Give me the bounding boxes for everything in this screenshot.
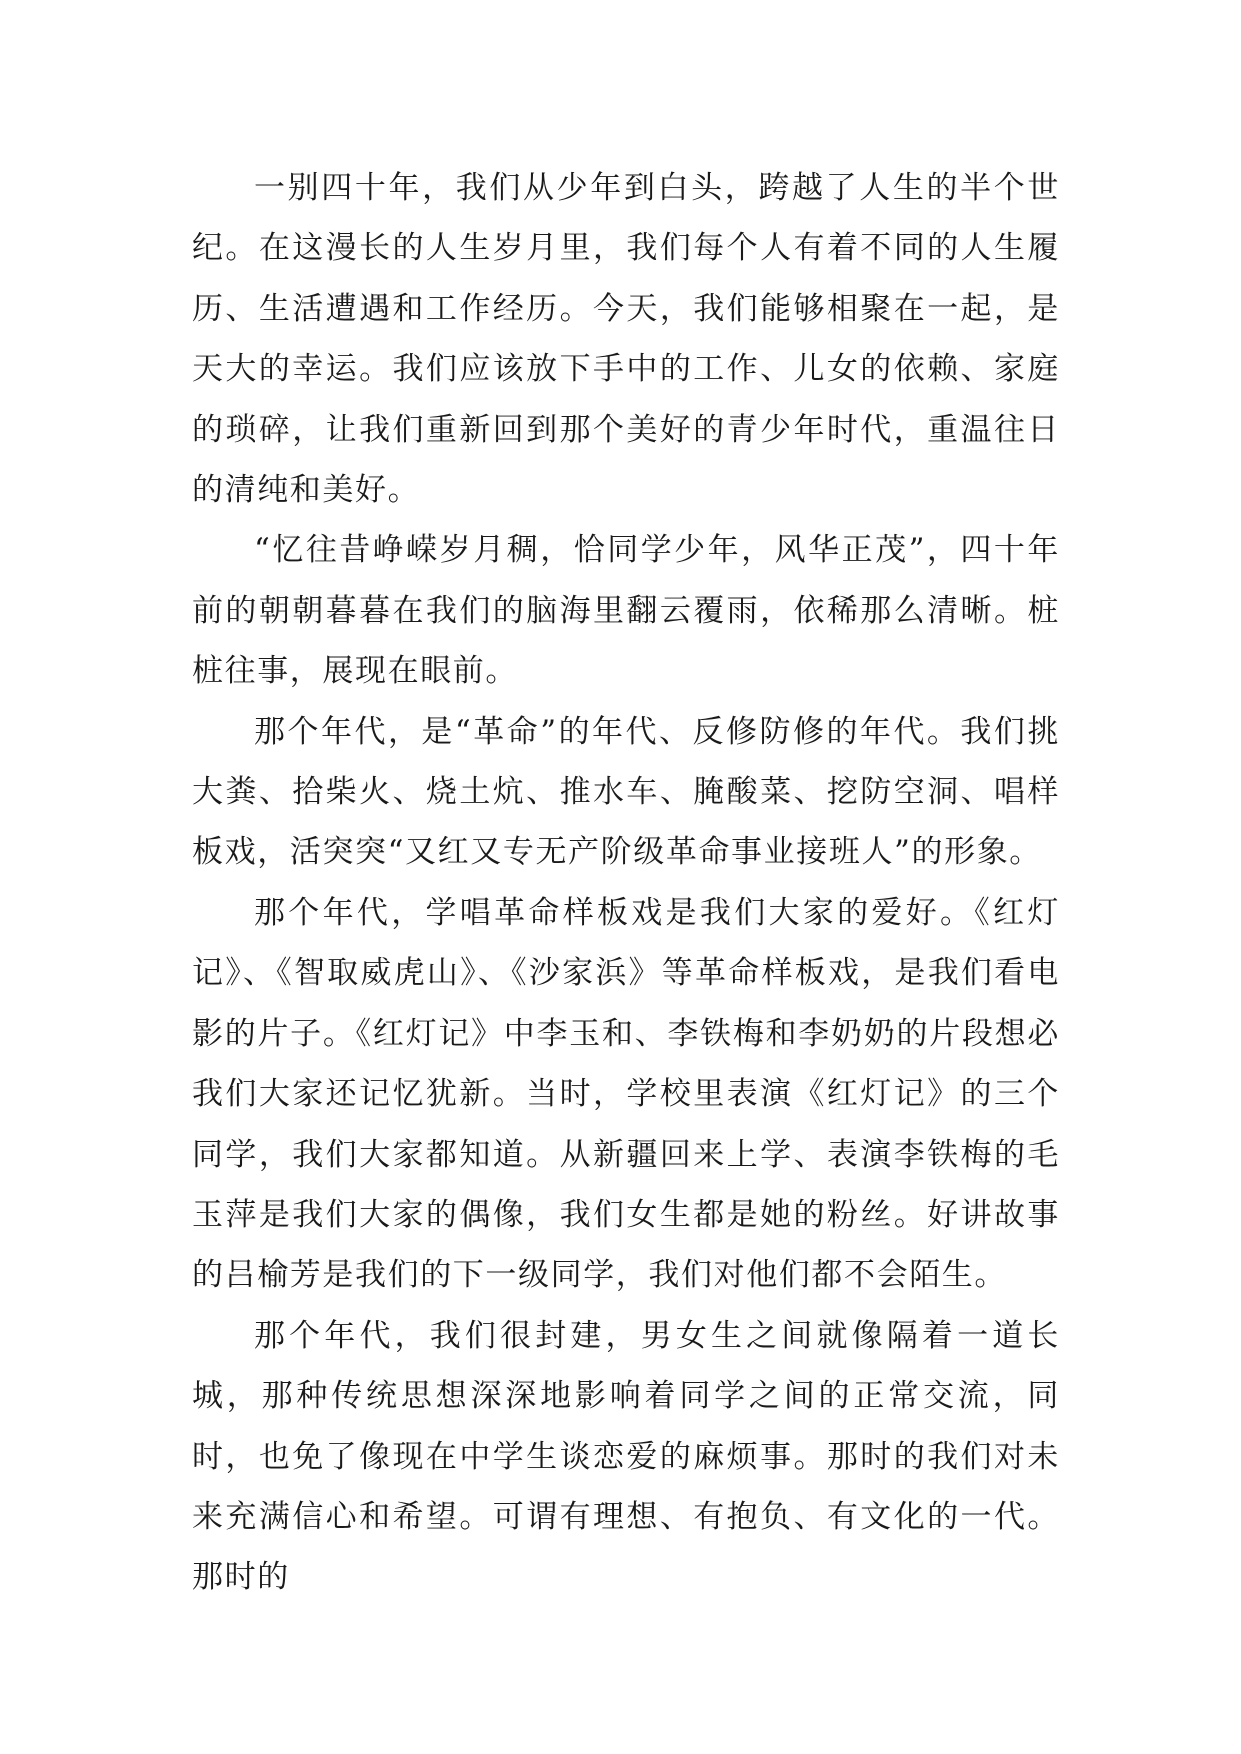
body-text bbox=[192, 158, 1060, 1608]
paragraph: 一别四十年，我们从少年到白头，跨越了人生的半个世纪。在这漫长的人生岁月里，我们每个人有着不同的人生履历、生活遭遇和工作经历。今天，我们能够相聚在一起，是天大的幸运。我们应该放下手中的工作、儿女的依赖、家庭的琐碎，让我们重新回到那个美好的青少年时代，重温往日的清纯和美好。 bbox=[192, 170, 1060, 509]
paragraph: 那个年代，是“革命”的年代、反修防修的年代。我们挑大粪、拾柴火、烧土炕、推水车、腌酸菜、挖防空洞、唱样板戏，活突突“又红又专无产阶级革命事业接班人”的形象。 bbox=[192, 713, 1060, 871]
paragraph: 那个年代，学唱革命样板戏是我们大家的爱好。《红灯记》、《智取威虎山》、《沙家浜》等革命样板戏，是我们看电影的片子。《红灯记》中李玉和、李铁梅和李奶奶的片段想必我们大家还记忆犹新。当时，学校里表演《红灯记》的三个同学，我们大家都知道。从新疆回来上学、表演李铁梅的毛玉萍是我们大家的偶像，我们女生都是她的粉丝。好讲故事的吕榆芳是我们的下一级同学，我们对他们都不会陌生。 bbox=[192, 894, 1060, 1294]
paragraph: 那个年代，我们很封建，男女生之间就像隔着一道长城，那种传统思想深深地影响着同学之间的正常交流，同时，也免了像现在中学生谈恋爱的麻烦事。那时的我们对未来充满信心和希望。可谓有理想、有抱负、有文化的一代。那时的 bbox=[192, 1317, 1060, 1596]
paragraph: “忆往昔峥嵘岁月稠，恰同学少年，风华正茂”，四十年前的朝朝暮暮在我们的脑海里翻云覆雨，依稀那么清晰。桩桩往事，展现在眼前。 bbox=[192, 532, 1060, 690]
